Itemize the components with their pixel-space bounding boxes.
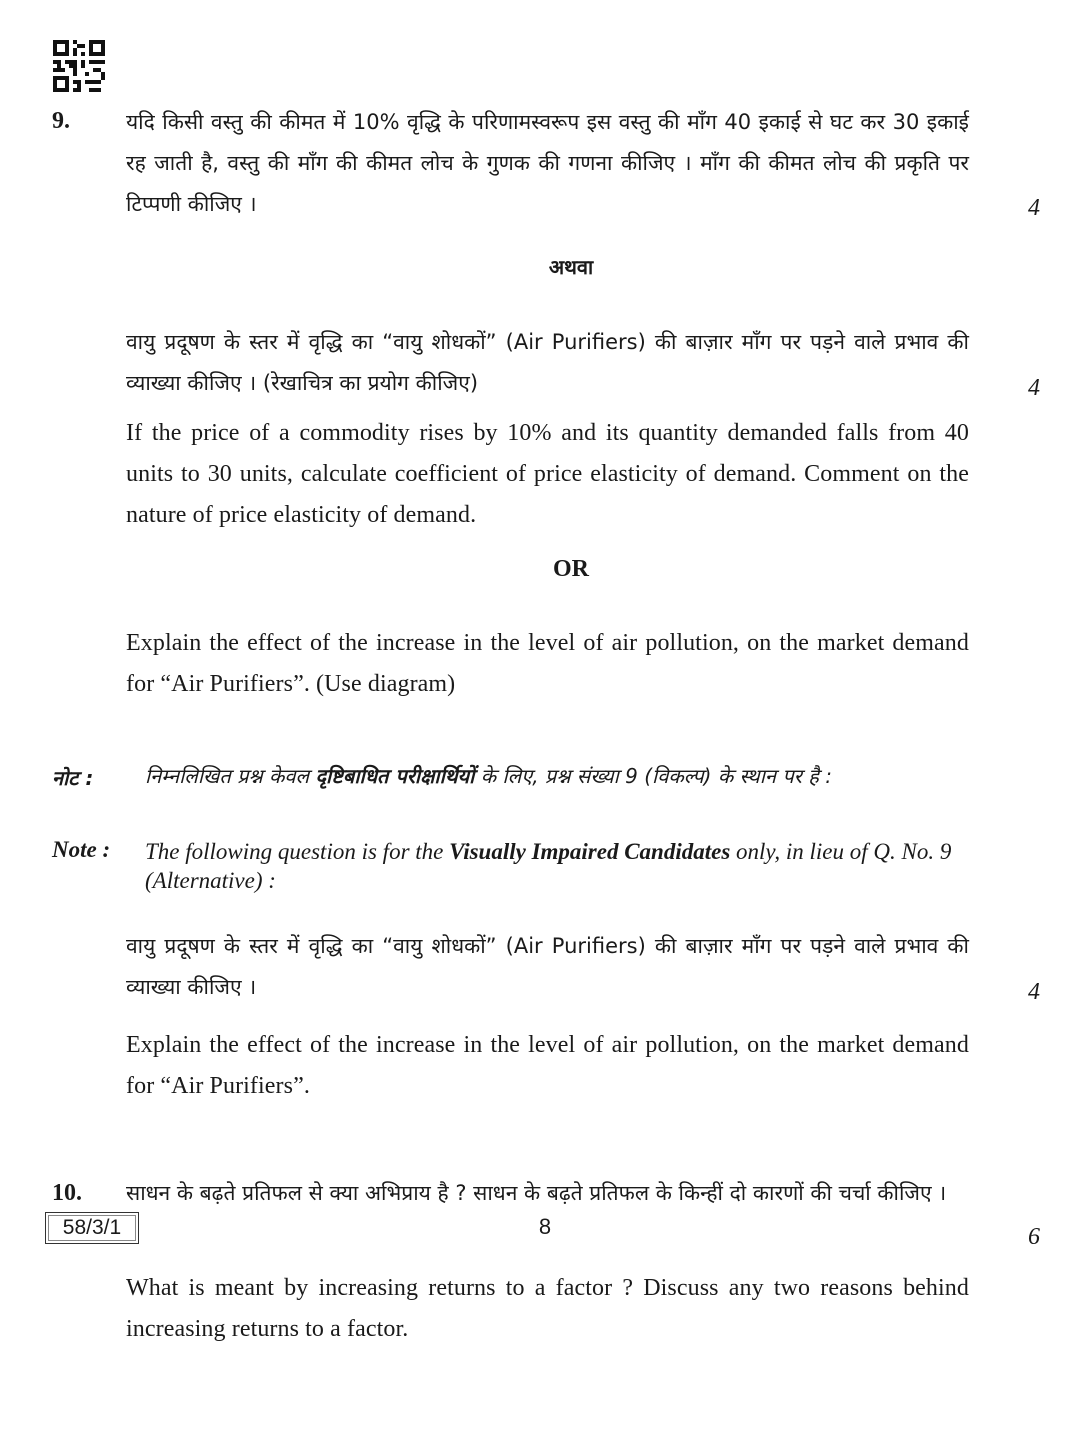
qr-code-icon: [53, 40, 105, 92]
question-10-english: What is meant by increasing returns to a factor ? Discuss any two reasons behind increasing returns to a factor.: [126, 1275, 969, 1342]
marks-note-question: 4: [1028, 979, 1040, 1005]
note-english-part: only, in lieu of Q. No. 9 (Alternative) :: [145, 839, 952, 893]
note-label-english: Note :: [52, 837, 111, 862]
note-hindi-part: निम्नलिखित प्रश्न केवल: [145, 764, 316, 788]
note-english-emphasis: Visually Impaired Candidates: [449, 839, 731, 864]
note-question-hindi: वायु प्रदूषण के स्तर में वृद्धि का “वायु शोधकों” (Air Purifiers) की बाज़ार माँग पर पड़ने वाले प्रभाव की व्याख्या कीजिए ।: [126, 934, 969, 999]
paper-code: 58/3/1: [45, 1212, 139, 1244]
question-9-hindi: यदि किसी वस्तु की कीमत में 10% वृद्धि के परिणामस्वरूप इस वस्तु की माँग 40 इकाई से घट कर 30 इकाई रह जाती है, वस्तु की माँग की कीमत लोच के गुणक की गणना कीजिए । माँग की कीमत लोच की प्रकृति पर टिप्पणी कीजिए ।: [126, 110, 969, 216]
note-text-english: [145, 837, 985, 895]
marks-question-10: 6: [1028, 1224, 1040, 1250]
question-9-alternative-english: Explain the effect of the increase in the level of air pollution, on the market demand for “Air Purifiers”. (Use diagram): [126, 630, 969, 697]
note-hindi-emphasis: दृष्टिबाधित परीक्षार्थियों: [315, 764, 475, 788]
or-separator-english: OR: [553, 556, 589, 582]
question-9-alternative-hindi: वायु प्रदूषण के स्तर में वृद्धि का “वायु शोधकों” (Air Purifiers) की बाज़ार माँग पर पड़ने वाले प्रभाव की व्याख्या कीजिए । (रेखाचित्र का प्रयोग कीजिए): [126, 330, 969, 395]
or-separator-hindi: अथवा: [548, 255, 594, 279]
question-number: 10.: [52, 1180, 82, 1206]
question-10-hindi: साधन के बढ़ते प्रतिफल से क्या अभिप्राय है ? साधन के बढ़ते प्रतिफल के किन्हीं दो कारणों की चर्चा कीजिए ।: [126, 1181, 947, 1205]
note-label-hindi: नोट :: [52, 766, 94, 790]
note-text-hindi: [145, 760, 985, 793]
note-hindi-part: के लिए, प्रश्न संख्या 9 (विकल्प) के स्थान पर है :: [474, 764, 832, 788]
note-question-english: Explain the effect of the increase in the level of air pollution, on the market demand for “Air Purifiers”.: [126, 1032, 969, 1099]
page-number: 8: [538, 1214, 552, 1239]
marks-question-9: 4: [1028, 195, 1040, 221]
marks-question-9-alternative: 4: [1028, 375, 1040, 401]
question-9-english: If the price of a commodity rises by 10% and its quantity demanded falls from 40 units to 30 units, calculate coefficient of price elasticity of demand. Comment on the nature of price elasticity of demand.: [126, 420, 969, 528]
question-number: 9.: [52, 108, 70, 134]
note-english-part: The following question is for the: [145, 839, 450, 864]
